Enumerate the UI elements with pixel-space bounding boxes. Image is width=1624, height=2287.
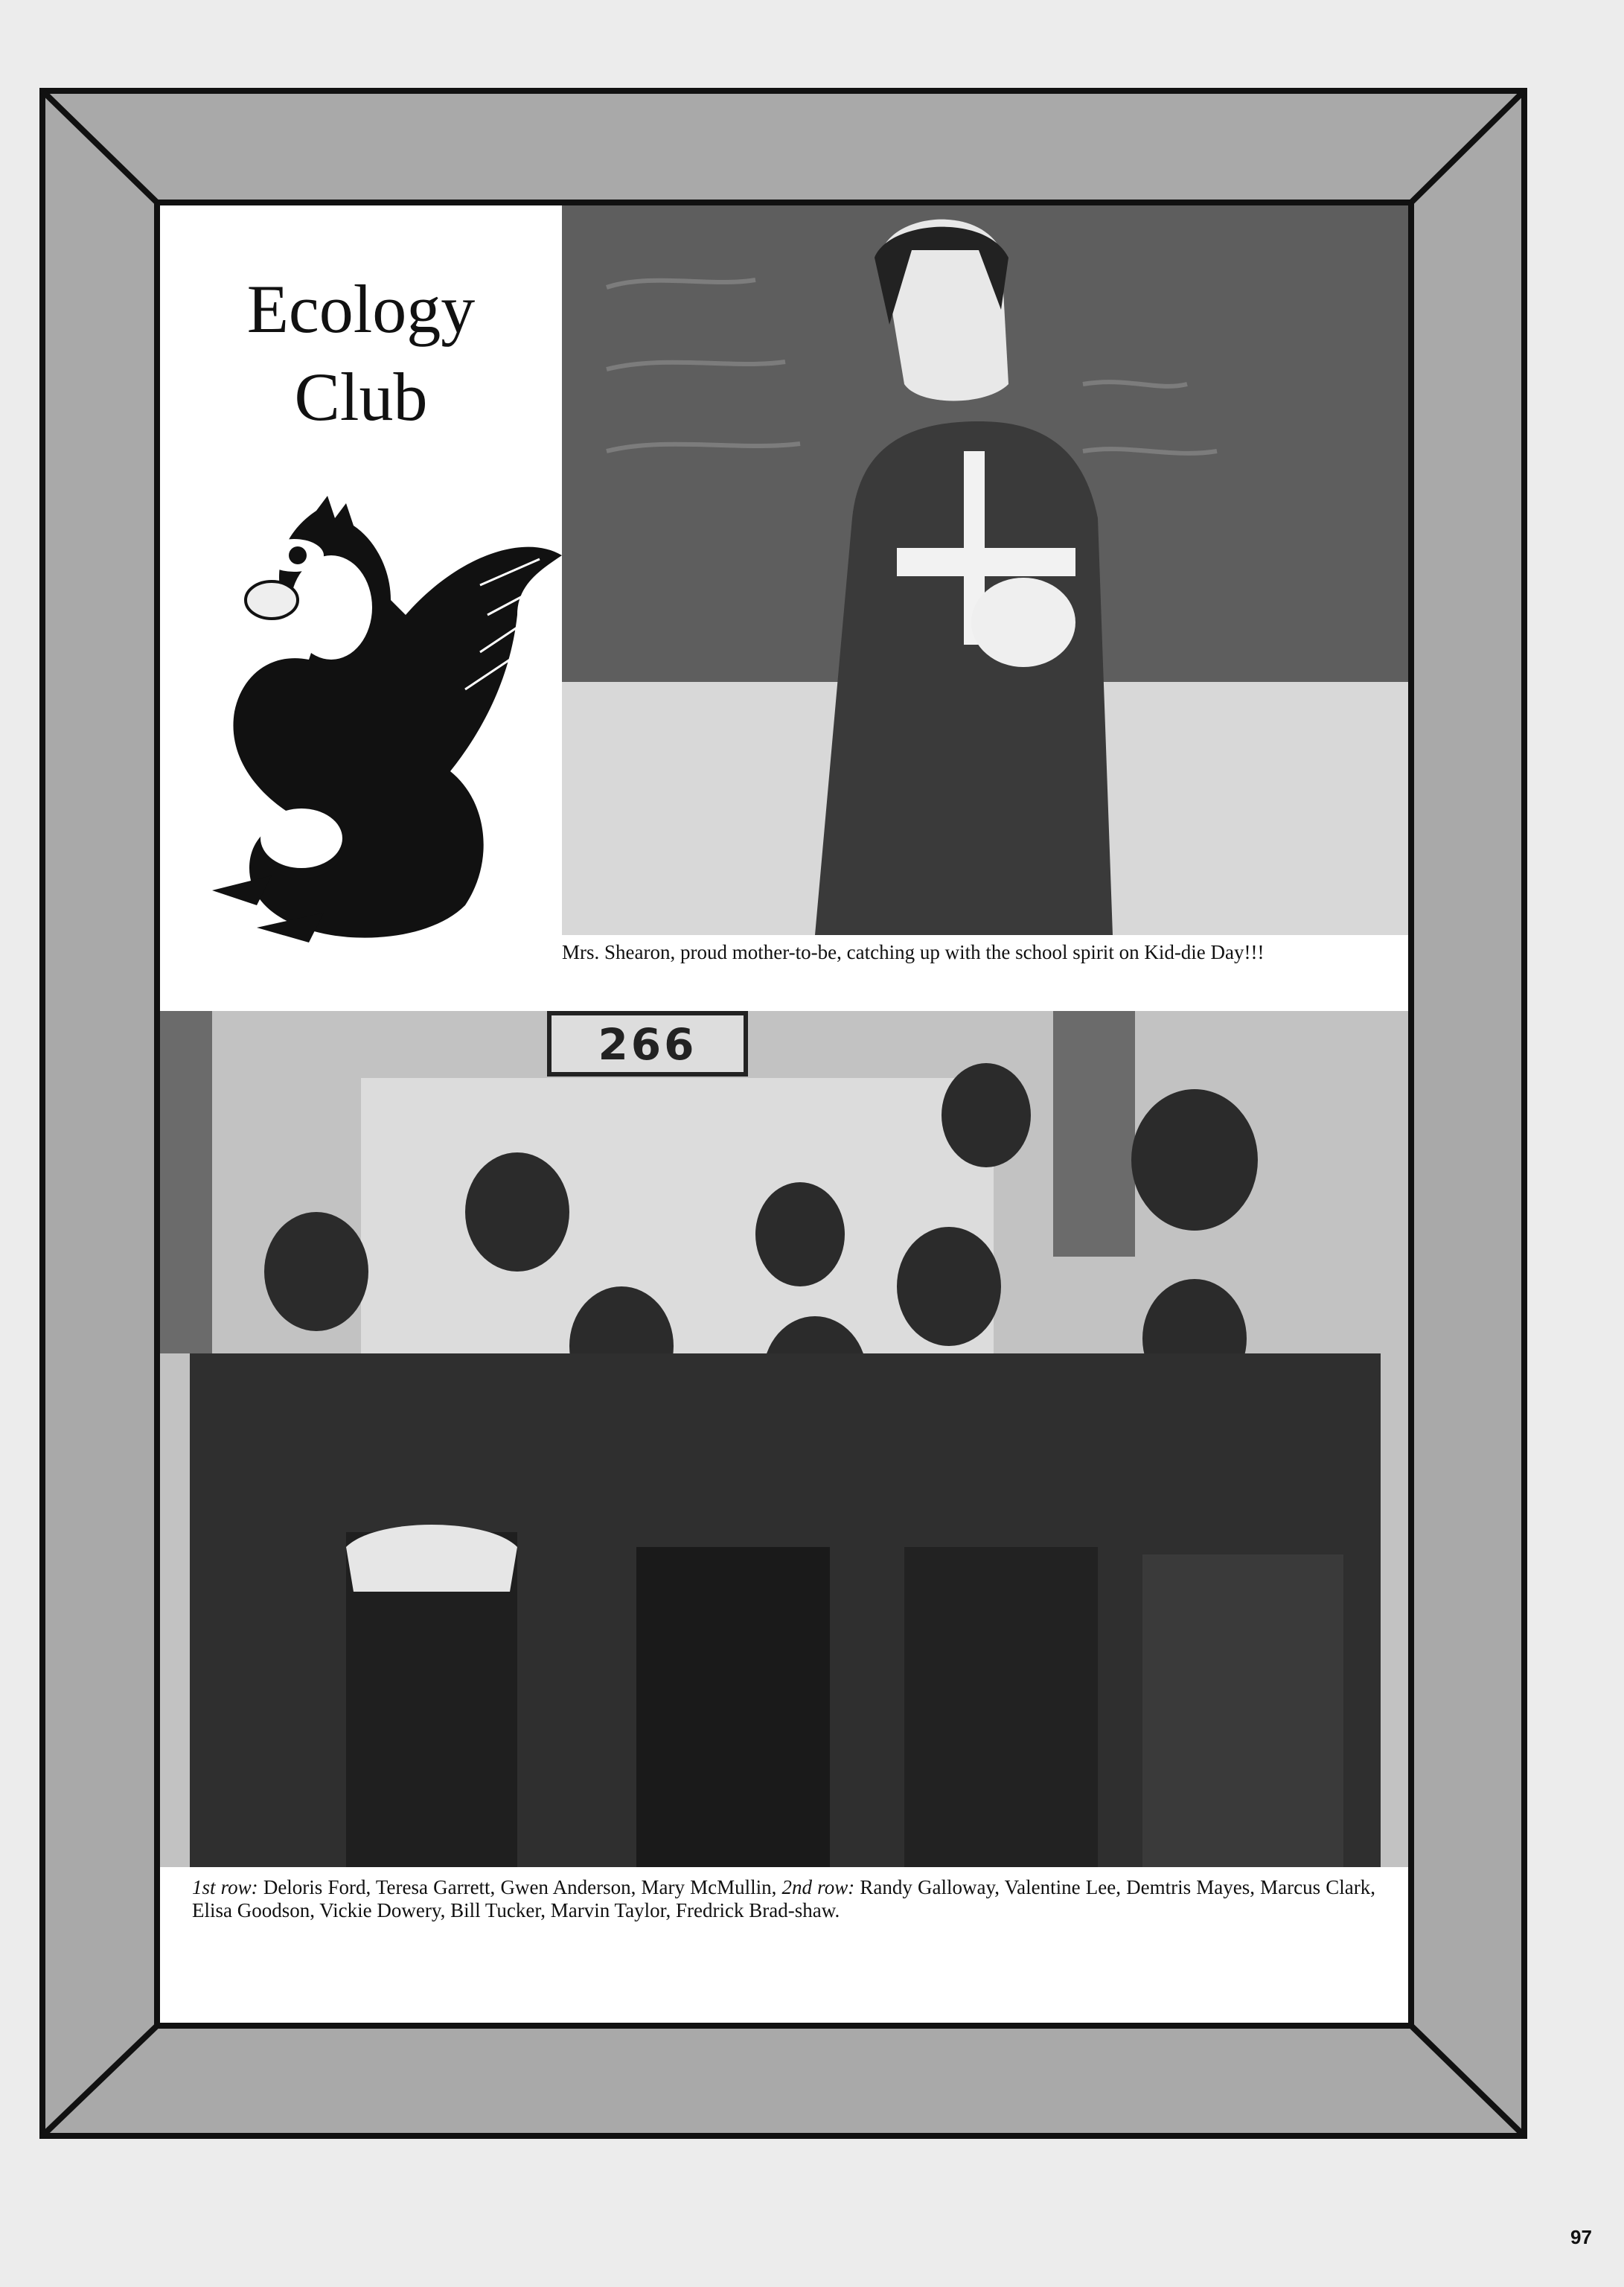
club-group-photo-illustration — [160, 1011, 1408, 1867]
page-title-line1: Ecology — [246, 271, 476, 347]
caption-row1-label: 1st row: — [192, 1876, 258, 1898]
caption-row2-names: Randy Galloway, Valentine Lee, Demtris Mayes, Marcus Clark, Elisa Goodson, Vickie Dowery, Bill Tucker, Marvin Taylor, Fredrick Brad-shaw. — [192, 1876, 1375, 1921]
page-title — [160, 265, 562, 441]
page-number: 97 — [1570, 2226, 1592, 2248]
caption-row1-names: Deloris Ford, Teresa Garrett, Gwen Anderson, Mary McMullin, — [263, 1876, 777, 1898]
page-title-line2: Club — [294, 359, 428, 435]
teacher-photo-illustration — [562, 205, 1408, 935]
club-group-photo — [160, 1011, 1408, 1867]
room-number-sign: 266 — [547, 1011, 748, 1076]
club-members-caption — [192, 1876, 1375, 1922]
caption-row2-label: 2nd row: — [781, 1876, 855, 1898]
title-panel — [160, 205, 562, 1009]
teacher-photo — [562, 205, 1408, 935]
teacher-photo-caption: Mrs. Shearon, proud mother-to-be, catching up with the school spirit on Kid-die Day!!! — [562, 941, 1265, 963]
squirrel-illustration — [167, 488, 562, 942]
